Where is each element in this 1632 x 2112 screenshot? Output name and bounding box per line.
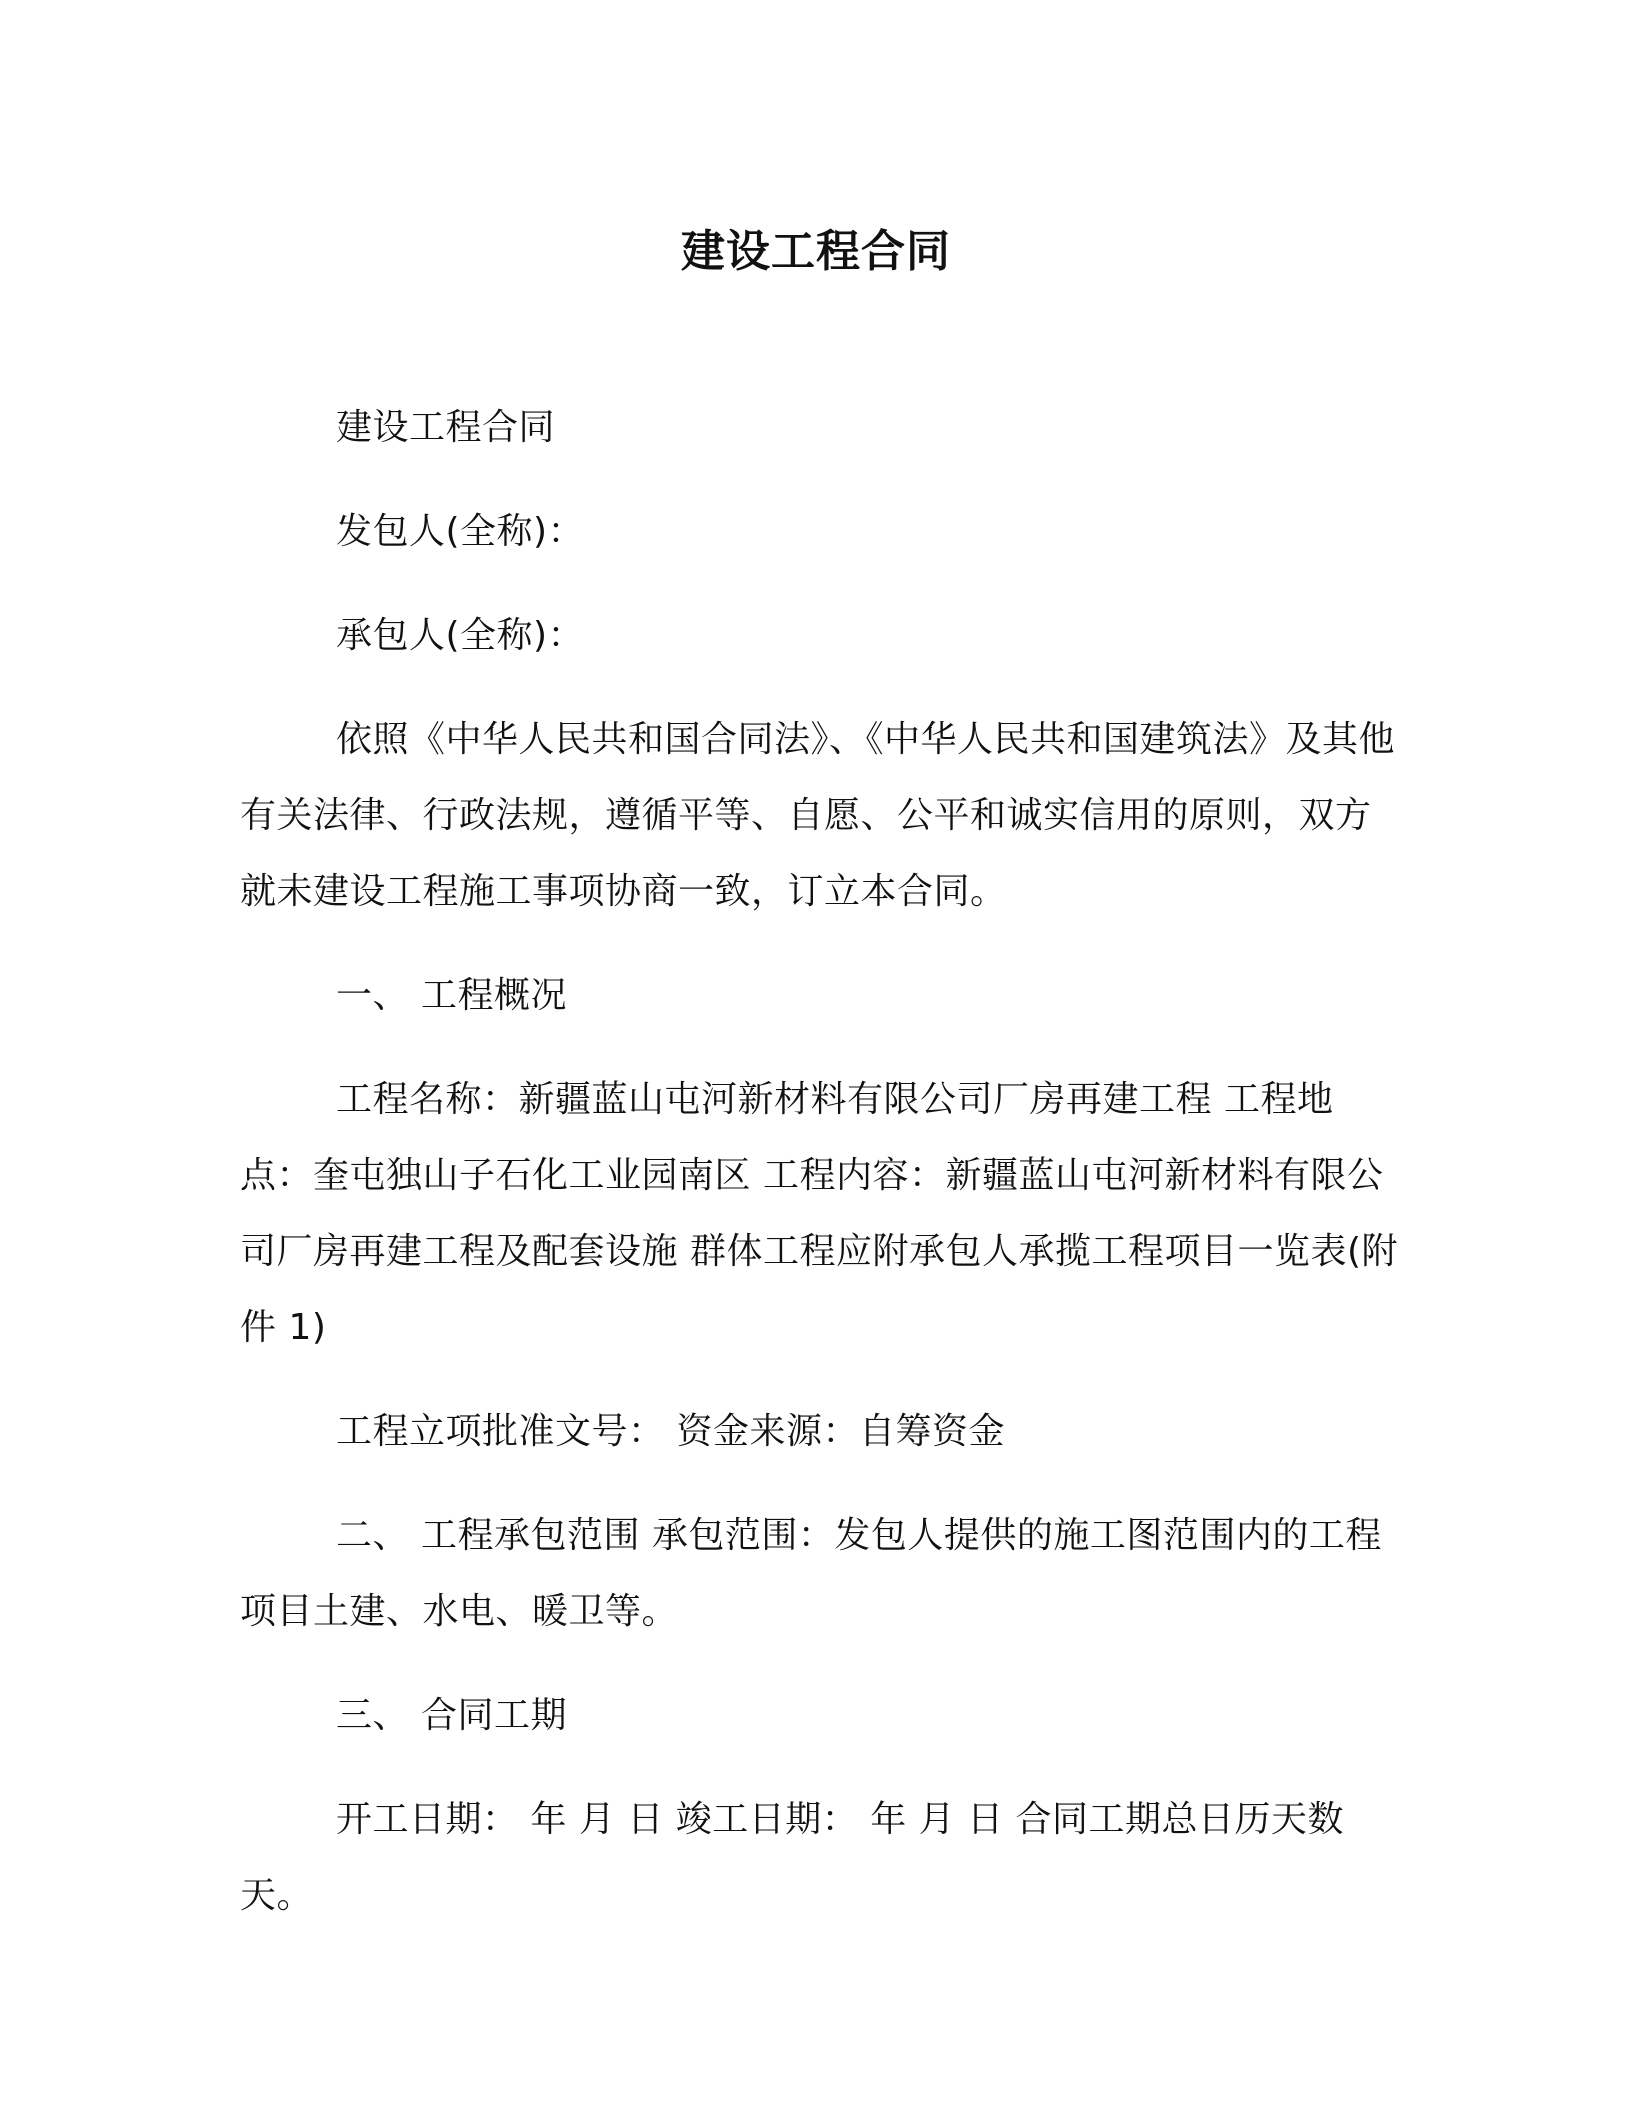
paragraph-contract-scope: 二、 工程承包范围 承包范围：发包人提供的施工图范围内的工程项目土建、水电、暖卫等。: [240, 1515, 1382, 1632]
section-heading-contract-period: 三、 合同工期: [336, 1695, 567, 1736]
paragraph-project-details: 工程名称：新疆蓝山屯河新材料有限公司厂房再建工程 工程地点：奎屯独山子石化工业园南区 工程内容：新疆蓝山屯河新材料有限公司厂房再建工程及配套设施 群体工程应附承包人承揽工程项目一览表(附件 1): [240, 1079, 1398, 1348]
paragraph-contractor: 承包人(全称)：: [336, 615, 585, 656]
paragraph-approval-and-funding: 工程立项批准文号： 资金来源：自筹资金: [336, 1411, 1005, 1452]
paragraph-contract-heading: 建设工程合同: [336, 407, 556, 448]
paragraph-legal-basis: 依照《中华人民共和国合同法》、《中华人民共和国建筑法》及其他有关法律、行政法规，遵循平等、自愿、公平和诚实信用的原则，双方就未建设工程施工事项协商一致，订立本合同。: [240, 719, 1396, 912]
section-heading-project-overview: 一、 工程概况: [336, 975, 567, 1016]
paragraph-dates: 开工日期： 年 月 日 竣工日期： 年 月 日 合同工期总日历天数 天。: [240, 1799, 1345, 1916]
document-title: 建设工程合同: [681, 226, 951, 277]
document-body: [240, 390, 1400, 1962]
paragraph-employer: 发包人(全称)：: [336, 511, 585, 552]
